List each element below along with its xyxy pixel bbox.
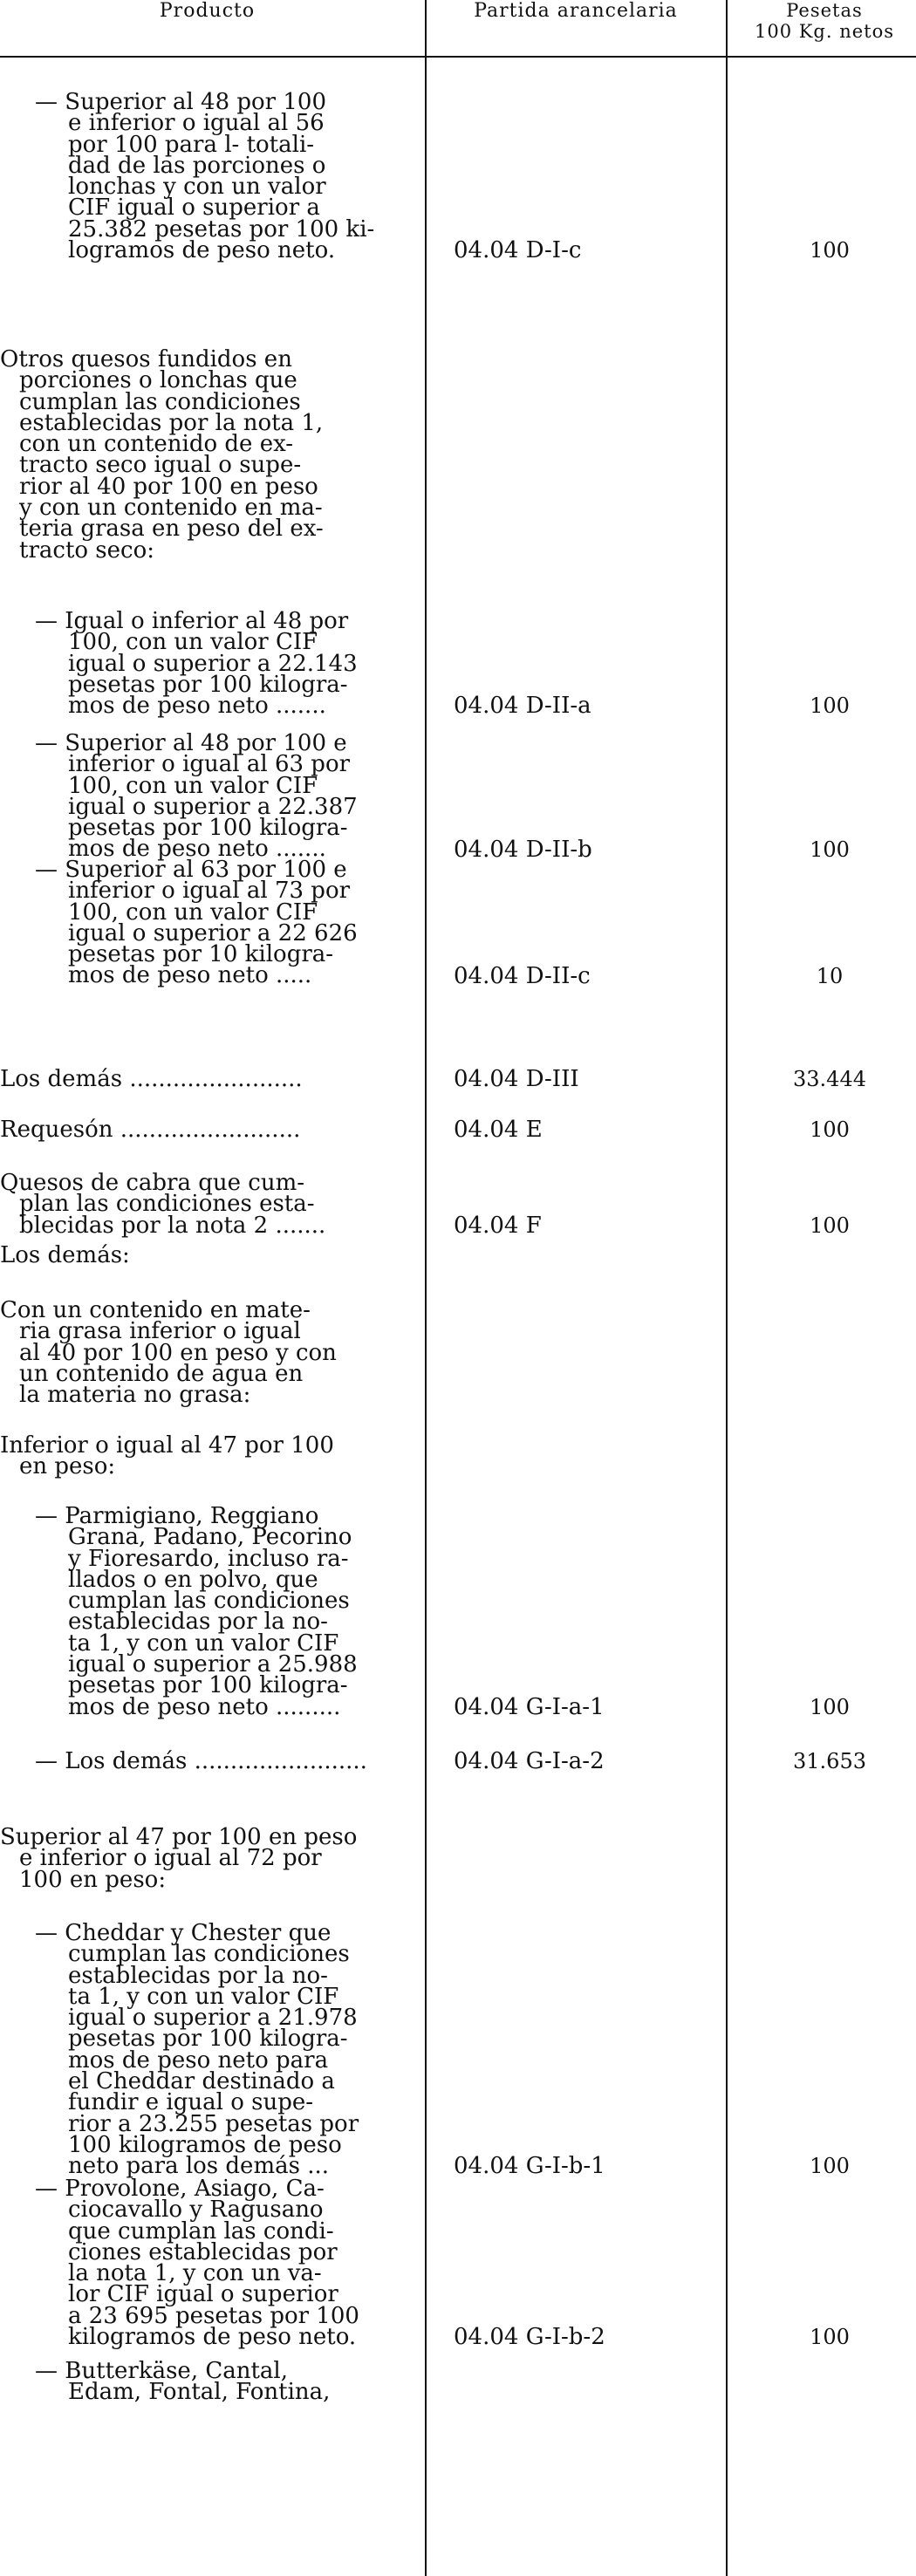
pesetas-value: 10 [816, 963, 844, 988]
product-description [0, 2358, 414, 2406]
product-line: tracto seco igual o supe- [19, 452, 302, 479]
product-line: rior al 40 por 100 en peso [19, 473, 318, 500]
product-line: la materia no grasa: [19, 1382, 251, 1409]
tariff-code: 04.04 D-I-c [454, 237, 582, 264]
product-line: al 40 por 100 en peso y con [19, 1339, 337, 1366]
product-line: mos de peso neto ......... [68, 1693, 341, 1720]
header-pesetas-line1: Pesetas [786, 0, 863, 21]
product-line: rior a 23.255 pesetas por [68, 2110, 359, 2137]
product-line: Requesón ......................... [0, 1117, 301, 1143]
product-line: establecidas por la no- [68, 1962, 328, 1989]
product-line: 100, con un valor CIF [68, 629, 318, 656]
product-line: igual o superior a 22.387 [68, 793, 358, 820]
tariff-code: 04.04 E [454, 1117, 543, 1143]
product-line: establecidas por la no- [68, 1609, 328, 1636]
product-description [0, 2176, 414, 2351]
product-line: — Igual o inferior al 48 por [35, 608, 349, 634]
header-pesetas [733, 0, 916, 42]
product-line: kilogramos de peso neto. [68, 2324, 357, 2351]
product-line: por 100 para l- totali- [68, 131, 315, 158]
pesetas-value: 100 [810, 2325, 850, 2350]
product-line: — Superior al 48 por 100 e [35, 730, 347, 756]
product-line: ciocavallo y Ragusano [68, 2197, 324, 2224]
product-line: con un contenido de ex- [19, 431, 294, 458]
product-line: cumplan las condiciones [19, 388, 301, 415]
product-line: ta 1, y con un valor CIF [68, 1983, 339, 2010]
product-line: y Fioresardo, incluso ra- [68, 1545, 349, 1572]
product-line: 25.382 pesetas por 100 ki- [68, 215, 375, 243]
product-line: ciones establecidas por [68, 2238, 338, 2265]
pesetas-value: 100 [810, 1213, 850, 1238]
header-underline [0, 56, 916, 58]
header-pesetas-line2: 100 Kg. netos [754, 21, 895, 42]
product-description [0, 89, 414, 264]
tariff-code: 04.04 F [454, 1212, 542, 1239]
product-line: Edam, Fontal, Fontina, [68, 2379, 331, 2406]
product-line: igual o superior a 22.143 [68, 650, 358, 677]
product-line: pesetas por 10 kilogra- [68, 941, 334, 968]
product-line: pesetas por 100 kilogra- [68, 2026, 348, 2053]
product-line: Inferior o igual al 47 por 100 [0, 1432, 334, 1459]
product-line: 100 kilogramos de peso [68, 2131, 342, 2158]
product-line: que cumplan las condi- [68, 2217, 334, 2245]
product-line: mos de peso neto ....... [68, 836, 326, 863]
product-line: lonchas y con un valor [68, 174, 326, 201]
header-product: Producto [159, 0, 256, 22]
product-line: 100, con un valor CIF [68, 772, 318, 799]
pesetas-value: 100 [810, 238, 850, 263]
product-line: ria grasa inferior o igual [19, 1318, 301, 1345]
product-line: y con un contenido en ma- [19, 495, 323, 522]
product-line: lor CIF igual o superior [68, 2281, 338, 2308]
pesetas-value: 100 [810, 837, 850, 862]
product-line: Los demás: [0, 1242, 130, 1268]
product-line: fundir e igual o supe- [68, 2089, 314, 2116]
product-line: porciones o lonchas que [19, 367, 297, 394]
product-description [0, 1920, 414, 2180]
product-line: igual o superior a 22 626 [68, 919, 358, 946]
product-line: 100 en peso: [19, 1866, 167, 1893]
product-line: — Superior al 63 por 100 e [35, 857, 347, 883]
product-line: mos de peso neto ..... [68, 962, 312, 989]
product-line: el Cheddar destinado a [68, 2068, 335, 2095]
product-line: — Los demás ........................ [35, 1748, 367, 1774]
product-line: — Superior al 48 por 100 [35, 89, 326, 115]
product-line: pesetas por 100 kilogra- [68, 1672, 348, 1699]
product-description [0, 1503, 414, 1720]
product-description [0, 1117, 434, 1143]
product-description [0, 1748, 414, 1774]
tariff-code: 04.04 D-II-b [454, 836, 592, 863]
product-line: CIF igual o superior a [68, 195, 320, 222]
product-line: pesetas por 100 kilogra- [68, 671, 348, 698]
product-line: — Provolone, Asiago, Ca- [35, 2176, 325, 2202]
product-line: mos de peso neto ....... [68, 693, 326, 720]
pesetas-value: 33.444 [793, 1067, 866, 1091]
product-line: tracto seco: [19, 536, 155, 564]
product-line: 100, con un valor CIF [68, 899, 318, 926]
product-line: a 23 695 pesetas por 100 [68, 2302, 359, 2329]
product-line: — Butterkäse, Cantal, [35, 2358, 289, 2384]
pesetas-value: 100 [810, 1694, 850, 1719]
pesetas-value: 100 [810, 2154, 850, 2179]
product-line: Con un contenido en mate- [0, 1297, 311, 1323]
tariff-code: 04.04 D-II-a [454, 693, 591, 720]
tariff-code: 04.04 G-I-b-2 [454, 2324, 605, 2351]
product-line: neto para los demás ... [68, 2153, 329, 2180]
product-line: ta 1, y con un valor CIF [68, 1630, 339, 1657]
product-line: Superior al 47 por 100 en peso [0, 1824, 358, 1850]
tariff-code: 04.04 G-I-a-2 [454, 1748, 605, 1774]
product-line: Grana, Padano, Pecorino [68, 1524, 352, 1551]
product-description [0, 1297, 434, 1409]
product-description [0, 1242, 434, 1268]
product-description [0, 859, 414, 987]
tariff-code: 04.04 G-I-b-1 [454, 2153, 605, 2180]
tariff-code: 04.04 D-II-c [454, 962, 591, 989]
product-line: igual o superior a 21.978 [68, 2005, 358, 2032]
product-line: igual o superior a 25.988 [68, 1651, 358, 1678]
tariff-code: 04.04 G-I-a-1 [454, 1693, 605, 1720]
product-line: pesetas por 100 kilogra- [68, 815, 348, 842]
product-line: logramos de peso neto. [68, 237, 336, 264]
product-line: e inferior o igual al 72 por [19, 1845, 322, 1872]
product-line: plan las condiciones esta- [19, 1191, 315, 1218]
product-description [0, 1170, 434, 1239]
product-line: un contenido de agua en [19, 1360, 304, 1387]
product-description [0, 730, 414, 863]
product-description [0, 1432, 434, 1480]
product-line: Quesos de cabra que cum- [0, 1170, 305, 1196]
product-line: mos de peso neto para [68, 2046, 329, 2074]
product-line: la nota 1, y con un va- [68, 2260, 322, 2287]
product-line: inferior o igual al 73 por [68, 878, 351, 905]
product-line: cumplan las condiciones [68, 1588, 350, 1615]
product-line: cumplan las condiciones [68, 1941, 350, 1968]
pesetas-value: 100 [810, 694, 850, 719]
product-line: blecidas por la nota 2 ....... [19, 1212, 326, 1239]
product-line: establecidas por la nota 1, [19, 409, 324, 436]
pesetas-value: 31.653 [793, 1749, 866, 1773]
product-line: llados o en polvo, que [68, 1566, 318, 1593]
pesetas-value: 100 [810, 1117, 850, 1142]
product-line: teria grasa en peso del ex- [19, 516, 324, 543]
column-divider-2 [726, 0, 728, 2576]
product-description [0, 1824, 434, 1893]
product-line: — Cheddar y Chester que [35, 1920, 332, 1946]
product-description [0, 608, 414, 720]
product-line: — Parmigiano, Reggiano [35, 1503, 319, 1529]
tariff-code: 04.04 D-III [454, 1066, 579, 1092]
product-line: dad de las porciones o [68, 152, 326, 179]
product-line: en peso: [19, 1453, 116, 1480]
product-line: Otros quesos fundidos en [0, 346, 292, 372]
product-description [0, 1066, 434, 1092]
product-description [0, 346, 434, 564]
product-line: e inferior o igual al 56 [68, 110, 325, 137]
product-line: inferior o igual al 63 por [68, 751, 351, 778]
product-line: Los demás ........................ [0, 1066, 303, 1092]
header-tariff: Partida arancelaria [474, 0, 678, 22]
